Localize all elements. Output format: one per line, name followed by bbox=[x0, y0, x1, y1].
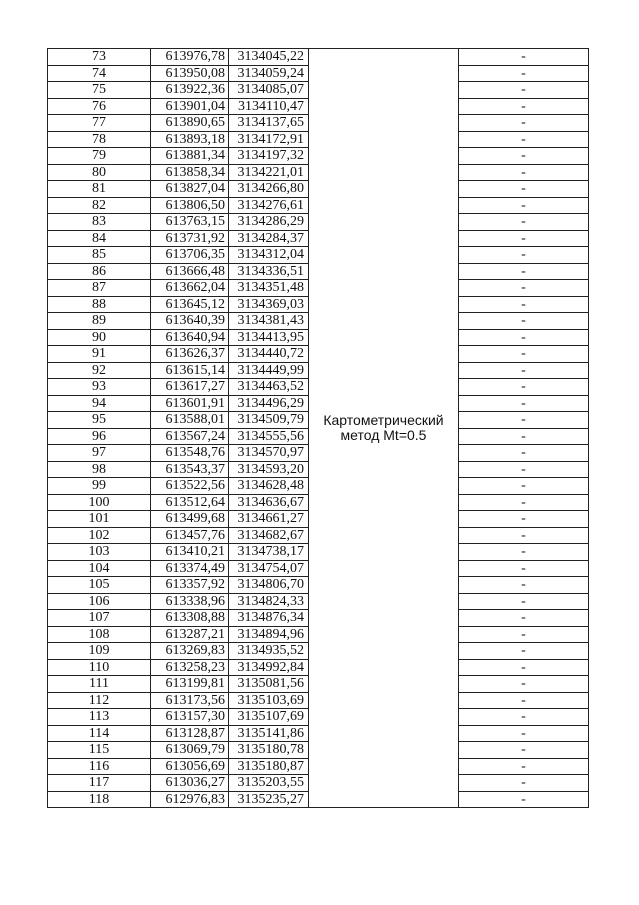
method-cell bbox=[309, 49, 459, 808]
coordinate-y: 3134509,79 bbox=[229, 412, 309, 429]
point-number: 118 bbox=[48, 791, 151, 808]
point-number: 92 bbox=[48, 362, 151, 379]
coordinate-y: 3134351,48 bbox=[229, 280, 309, 297]
coordinate-x: 613567,24 bbox=[151, 428, 229, 445]
coordinate-x: 613374,49 bbox=[151, 560, 229, 577]
point-number: 100 bbox=[48, 494, 151, 511]
coordinate-x: 613410,21 bbox=[151, 544, 229, 561]
description-cell: - bbox=[459, 181, 589, 198]
coordinate-x: 613056,69 bbox=[151, 758, 229, 775]
point-number: 104 bbox=[48, 560, 151, 577]
description-cell: - bbox=[459, 395, 589, 412]
coordinate-x: 613731,92 bbox=[151, 230, 229, 247]
point-number: 82 bbox=[48, 197, 151, 214]
point-number: 93 bbox=[48, 379, 151, 396]
coordinate-x: 613763,15 bbox=[151, 214, 229, 231]
coordinate-y: 3134137,65 bbox=[229, 115, 309, 132]
coordinate-x: 613827,04 bbox=[151, 181, 229, 198]
method-name: Картометрический bbox=[323, 412, 444, 428]
coordinate-x: 613626,37 bbox=[151, 346, 229, 363]
coordinate-y: 3134463,52 bbox=[229, 379, 309, 396]
point-number: 89 bbox=[48, 313, 151, 330]
point-number: 97 bbox=[48, 445, 151, 462]
description-cell: - bbox=[459, 428, 589, 445]
coordinate-y: 3134496,29 bbox=[229, 395, 309, 412]
point-number: 114 bbox=[48, 725, 151, 742]
coordinate-y: 3134045,22 bbox=[229, 49, 309, 66]
coordinate-x: 613617,27 bbox=[151, 379, 229, 396]
coordinate-x: 613128,87 bbox=[151, 725, 229, 742]
point-number: 99 bbox=[48, 478, 151, 495]
coordinate-y: 3134266,80 bbox=[229, 181, 309, 198]
coordinate-x: 613512,64 bbox=[151, 494, 229, 511]
description-cell: - bbox=[459, 148, 589, 165]
coordinate-x: 613706,35 bbox=[151, 247, 229, 264]
coordinate-y: 3134876,34 bbox=[229, 610, 309, 627]
coordinates-table-body bbox=[48, 49, 589, 808]
point-number: 91 bbox=[48, 346, 151, 363]
description-cell: - bbox=[459, 758, 589, 775]
coordinate-x: 613069,79 bbox=[151, 742, 229, 759]
coordinate-x: 613499,68 bbox=[151, 511, 229, 528]
coordinate-y: 3134935,52 bbox=[229, 643, 309, 660]
coordinate-y: 3135141,86 bbox=[229, 725, 309, 742]
description-cell: - bbox=[459, 725, 589, 742]
coordinate-x: 613881,34 bbox=[151, 148, 229, 165]
coordinate-x: 613308,88 bbox=[151, 610, 229, 627]
coordinate-y: 3135107,69 bbox=[229, 709, 309, 726]
description-cell: - bbox=[459, 49, 589, 66]
point-number: 74 bbox=[48, 65, 151, 82]
description-cell: - bbox=[459, 445, 589, 462]
coordinate-x: 613199,81 bbox=[151, 676, 229, 693]
point-number: 110 bbox=[48, 659, 151, 676]
description-cell: - bbox=[459, 164, 589, 181]
coordinate-x: 613615,14 bbox=[151, 362, 229, 379]
coordinate-y: 3135235,27 bbox=[229, 791, 309, 808]
description-cell: - bbox=[459, 230, 589, 247]
description-cell: - bbox=[459, 379, 589, 396]
coordinate-y: 3134110,47 bbox=[229, 98, 309, 115]
coordinate-y: 3135180,78 bbox=[229, 742, 309, 759]
coordinate-x: 613173,56 bbox=[151, 692, 229, 709]
point-number: 87 bbox=[48, 280, 151, 297]
point-number: 76 bbox=[48, 98, 151, 115]
coordinate-x: 613893,18 bbox=[151, 131, 229, 148]
coordinate-y: 3134284,37 bbox=[229, 230, 309, 247]
coordinate-x: 613457,76 bbox=[151, 527, 229, 544]
point-number: 112 bbox=[48, 692, 151, 709]
coordinate-y: 3134555,56 bbox=[229, 428, 309, 445]
point-number: 95 bbox=[48, 412, 151, 429]
coordinate-y: 3134894,96 bbox=[229, 626, 309, 643]
coordinate-x: 613950,08 bbox=[151, 65, 229, 82]
point-number: 90 bbox=[48, 329, 151, 346]
coordinate-y: 3134276,61 bbox=[229, 197, 309, 214]
coordinate-x: 613157,30 bbox=[151, 709, 229, 726]
coordinate-y: 3134593,20 bbox=[229, 461, 309, 478]
coordinate-y: 3134636,67 bbox=[229, 494, 309, 511]
description-cell: - bbox=[459, 131, 589, 148]
coordinate-y: 3135180,87 bbox=[229, 758, 309, 775]
point-number: 73 bbox=[48, 49, 151, 66]
description-cell: - bbox=[459, 626, 589, 643]
description-cell: - bbox=[459, 65, 589, 82]
coordinate-y: 3134628,48 bbox=[229, 478, 309, 495]
description-cell: - bbox=[459, 478, 589, 495]
point-number: 103 bbox=[48, 544, 151, 561]
coordinate-y: 3134336,51 bbox=[229, 263, 309, 280]
coordinate-y: 3134570,97 bbox=[229, 445, 309, 462]
coordinate-x: 613645,12 bbox=[151, 296, 229, 313]
description-cell: - bbox=[459, 247, 589, 264]
description-cell: - bbox=[459, 544, 589, 561]
coordinate-y: 3134369,03 bbox=[229, 296, 309, 313]
coordinate-y: 3134221,01 bbox=[229, 164, 309, 181]
description-cell: - bbox=[459, 329, 589, 346]
coordinate-y: 3134682,67 bbox=[229, 527, 309, 544]
description-cell: - bbox=[459, 775, 589, 792]
coordinates-table bbox=[47, 48, 589, 808]
coordinate-x: 613258,23 bbox=[151, 659, 229, 676]
coordinate-y: 3134172,91 bbox=[229, 131, 309, 148]
description-cell: - bbox=[459, 214, 589, 231]
coordinate-y: 3134661,27 bbox=[229, 511, 309, 528]
description-cell: - bbox=[459, 560, 589, 577]
coordinate-y: 3134754,07 bbox=[229, 560, 309, 577]
point-number: 78 bbox=[48, 131, 151, 148]
coordinate-x: 613543,37 bbox=[151, 461, 229, 478]
coordinate-x: 613287,21 bbox=[151, 626, 229, 643]
coordinate-y: 3134312,04 bbox=[229, 247, 309, 264]
point-number: 88 bbox=[48, 296, 151, 313]
coordinate-x: 613662,04 bbox=[151, 280, 229, 297]
coordinate-x: 613976,78 bbox=[151, 49, 229, 66]
coordinate-x: 613666,48 bbox=[151, 263, 229, 280]
description-cell: - bbox=[459, 709, 589, 726]
description-cell: - bbox=[459, 98, 589, 115]
description-cell: - bbox=[459, 313, 589, 330]
point-number: 107 bbox=[48, 610, 151, 627]
coordinate-x: 613858,34 bbox=[151, 164, 229, 181]
coordinate-y: 3134806,70 bbox=[229, 577, 309, 594]
point-number: 106 bbox=[48, 593, 151, 610]
coordinate-x: 613588,01 bbox=[151, 412, 229, 429]
description-cell: - bbox=[459, 610, 589, 627]
coordinate-y: 3135203,55 bbox=[229, 775, 309, 792]
description-cell: - bbox=[459, 412, 589, 429]
point-number: 79 bbox=[48, 148, 151, 165]
point-number: 117 bbox=[48, 775, 151, 792]
description-cell: - bbox=[459, 527, 589, 544]
coordinate-x: 613338,96 bbox=[151, 593, 229, 610]
method-accuracy: метод Mt=0.5 bbox=[340, 427, 427, 443]
coordinate-x: 613890,65 bbox=[151, 115, 229, 132]
description-cell: - bbox=[459, 676, 589, 693]
description-cell: - bbox=[459, 692, 589, 709]
description-cell: - bbox=[459, 296, 589, 313]
coordinate-x: 613269,83 bbox=[151, 643, 229, 660]
description-cell: - bbox=[459, 511, 589, 528]
description-cell: - bbox=[459, 346, 589, 363]
coordinate-y: 3134059,24 bbox=[229, 65, 309, 82]
point-number: 105 bbox=[48, 577, 151, 594]
coordinate-y: 3134992,84 bbox=[229, 659, 309, 676]
coordinate-x: 613806,50 bbox=[151, 197, 229, 214]
coordinate-y: 3134449,99 bbox=[229, 362, 309, 379]
point-number: 109 bbox=[48, 643, 151, 660]
coordinate-y: 3134824,33 bbox=[229, 593, 309, 610]
description-cell: - bbox=[459, 362, 589, 379]
coordinate-y: 3134381,43 bbox=[229, 313, 309, 330]
point-number: 75 bbox=[48, 82, 151, 99]
coordinate-y: 3134286,29 bbox=[229, 214, 309, 231]
point-number: 115 bbox=[48, 742, 151, 759]
description-cell: - bbox=[459, 82, 589, 99]
coordinate-y: 3135081,56 bbox=[229, 676, 309, 693]
coordinate-x: 613922,36 bbox=[151, 82, 229, 99]
point-number: 111 bbox=[48, 676, 151, 693]
coordinate-x: 613357,92 bbox=[151, 577, 229, 594]
coordinate-y: 3134738,17 bbox=[229, 544, 309, 561]
point-number: 83 bbox=[48, 214, 151, 231]
point-number: 108 bbox=[48, 626, 151, 643]
point-number: 98 bbox=[48, 461, 151, 478]
coordinate-y: 3134440,72 bbox=[229, 346, 309, 363]
coordinate-x: 613640,39 bbox=[151, 313, 229, 330]
coordinate-x: 613548,76 bbox=[151, 445, 229, 462]
coordinate-x: 613522,56 bbox=[151, 478, 229, 495]
point-number: 113 bbox=[48, 709, 151, 726]
coordinate-x: 613640,94 bbox=[151, 329, 229, 346]
table-row bbox=[48, 49, 589, 66]
coordinate-y: 3134197,32 bbox=[229, 148, 309, 165]
point-number: 80 bbox=[48, 164, 151, 181]
description-cell: - bbox=[459, 494, 589, 511]
description-cell: - bbox=[459, 280, 589, 297]
coordinate-x: 613036,27 bbox=[151, 775, 229, 792]
description-cell: - bbox=[459, 115, 589, 132]
description-cell: - bbox=[459, 742, 589, 759]
description-cell: - bbox=[459, 461, 589, 478]
point-number: 101 bbox=[48, 511, 151, 528]
point-number: 84 bbox=[48, 230, 151, 247]
coordinate-x: 612976,83 bbox=[151, 791, 229, 808]
point-number: 86 bbox=[48, 263, 151, 280]
description-cell: - bbox=[459, 791, 589, 808]
coordinate-x: 613601,91 bbox=[151, 395, 229, 412]
description-cell: - bbox=[459, 643, 589, 660]
description-cell: - bbox=[459, 263, 589, 280]
point-number: 81 bbox=[48, 181, 151, 198]
point-number: 85 bbox=[48, 247, 151, 264]
coordinate-y: 3134085,07 bbox=[229, 82, 309, 99]
coordinate-y: 3134413,95 bbox=[229, 329, 309, 346]
point-number: 94 bbox=[48, 395, 151, 412]
point-number: 116 bbox=[48, 758, 151, 775]
description-cell: - bbox=[459, 659, 589, 676]
point-number: 77 bbox=[48, 115, 151, 132]
point-number: 96 bbox=[48, 428, 151, 445]
description-cell: - bbox=[459, 593, 589, 610]
coordinate-x: 613901,04 bbox=[151, 98, 229, 115]
coordinate-y: 3135103,69 bbox=[229, 692, 309, 709]
point-number: 102 bbox=[48, 527, 151, 544]
description-cell: - bbox=[459, 577, 589, 594]
description-cell: - bbox=[459, 197, 589, 214]
